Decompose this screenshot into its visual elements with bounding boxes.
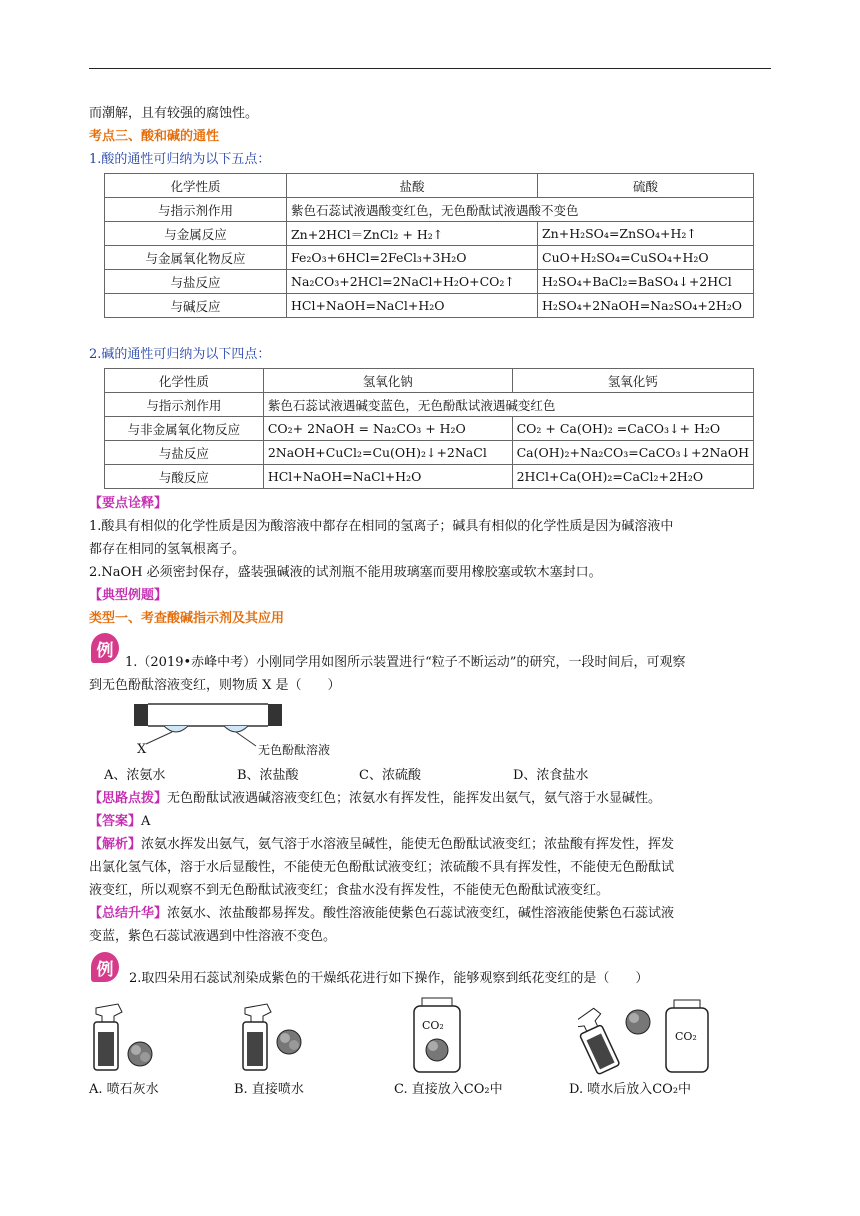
option-a: A、浓氨水 — [104, 768, 166, 783]
acid-heading: 1.酸的通性可归纳为以下五点： — [89, 152, 271, 167]
table-row — [105, 246, 754, 270]
flower-petal — [629, 1013, 639, 1023]
caoh-equation: Ca(OH)₂+Na₂CO₃=CaCO₃↓+2NaOH — [512, 441, 753, 465]
stopper-right — [268, 704, 282, 726]
figure-x-label: X — [137, 742, 147, 757]
drop-phenolphthalein — [224, 726, 248, 732]
spray-head-icon — [96, 1004, 122, 1022]
analysis-line — [89, 835, 674, 855]
figure-solution-label: 无色酚酞溶液 — [258, 743, 331, 757]
flower-icon — [426, 1039, 448, 1061]
table-row — [105, 417, 754, 441]
option-b: B. 直接喷水 — [234, 1082, 304, 1097]
table-header-row — [105, 369, 754, 393]
hint-text: 无色酚酞试液遇碱溶液变红色；浓氨水有挥发性，能挥发出氨气，氨气溶于水显碱性。 — [167, 791, 662, 806]
flower-petal — [140, 1052, 150, 1062]
type-title: 类型一、考查酸碱指示剂及其应用 — [89, 611, 285, 626]
keypoint-text: 2.NaOH 必须密封保存，盛装强碱液的试剂瓶不能用玻璃塞而要用橡胶塞或软木塞封口。 — [89, 565, 602, 580]
acid-properties-table — [104, 173, 754, 318]
header-rule — [89, 68, 771, 69]
row-label: 与指示剂作用 — [105, 393, 264, 417]
flower-petal — [289, 1040, 299, 1050]
row-label: 与碱反应 — [105, 294, 287, 318]
table-header-cell: 化学性质 — [105, 174, 287, 198]
hint-label: 【思路点拨】 — [89, 791, 168, 806]
question-text: 2.取四朵用石蕊试剂染成紫色的干燥纸花进行如下操作，能够观察到纸花变红的是（ ） — [129, 971, 649, 986]
row-label: 与盐反应 — [105, 270, 287, 294]
table-header-cell: 化学性质 — [105, 369, 264, 393]
base-properties-table — [104, 368, 754, 489]
spray-water-figure — [237, 1002, 317, 1072]
indicator-text: 紫色石蕊试液遇碱变蓝色，无色酚酞试液遇碱变红色 — [263, 393, 753, 417]
table-header-cell: 氢氧化钙 — [512, 369, 753, 393]
h2so4-equation: CuO+H₂SO₄=CuSO₄+H₂O — [538, 246, 754, 270]
base-heading: 2.碱的通性可归纳为以下四点： — [89, 347, 271, 362]
row-label: 与非金属氧化物反应 — [105, 417, 264, 441]
table-header-row — [105, 174, 754, 198]
naoh-equation: HCl+NaOH=NaCl+H₂O — [263, 465, 512, 489]
analysis-text: 液变红，所以观察不到无色酚酞试液变红；食盐水没有挥发性，不能使无色酚酞试液变红。 — [89, 883, 610, 898]
indicator-text: 紫色石蕊试液遇酸变红色，无色酚酞试液遇酸不变色 — [287, 198, 754, 222]
tilted-spray-bottle — [578, 1007, 623, 1075]
jar-label: CO₂ — [675, 1030, 697, 1043]
table-row — [105, 294, 754, 318]
table-row — [105, 222, 754, 246]
intro-line: 而潮解，且有较强的腐蚀性。 — [89, 106, 259, 121]
table-row — [105, 441, 754, 465]
summary-label: 【总结升华】 — [89, 906, 168, 921]
caoh-equation: 2HCl+Ca(OH)₂=CaCl₂+2H₂O — [512, 465, 753, 489]
option-c: C、浓硫酸 — [359, 768, 421, 783]
jar-label: CO₂ — [422, 1019, 444, 1032]
h2so4-equation: H₂SO₄+2NaOH=Na₂SO₄+2H₂O — [538, 294, 754, 318]
analysis-text: 浓氨水挥发出氨气，氨气溶于水溶液呈碱性，能使无色酚酞试液变红；浓盐酸有挥发性，挥发 — [141, 837, 675, 852]
table-row — [105, 198, 754, 222]
keypoint-title: 【要点诠释】 — [89, 496, 168, 511]
flower-petal — [131, 1045, 141, 1055]
example-badge: 例 — [91, 633, 119, 663]
section-title: 考点三、酸和碱的通性 — [89, 129, 220, 144]
jar-lid — [674, 1000, 700, 1008]
flower-petal — [280, 1033, 290, 1043]
table-row — [105, 393, 754, 417]
spray-limewater-figure — [88, 1002, 168, 1072]
flower-petal — [428, 1041, 438, 1051]
summary-line — [89, 904, 674, 924]
examples-title: 【典型例题】 — [89, 588, 168, 603]
question-text: 1.（2019•赤峰中考）小刚同学用如图所示装置进行“粒子不断运动”的研究，一段时间后，可观察 — [125, 655, 686, 670]
drop-x — [164, 726, 188, 732]
spray-head-icon — [245, 1004, 271, 1022]
flower-icon — [626, 1010, 650, 1034]
table-row — [105, 270, 754, 294]
table-header-cell: 盐酸 — [287, 174, 538, 198]
row-label: 与酸反应 — [105, 465, 264, 489]
table-row — [105, 465, 754, 489]
co2-jar-figure — [410, 996, 466, 1076]
hcl-equation: Zn+2HCl＝ZnCl₂ + H₂↑ — [287, 222, 538, 246]
analysis-label: 【解析】 — [89, 837, 142, 852]
example-badge: 例 — [91, 952, 119, 982]
naoh-equation: CO₂+ 2NaOH = Na₂CO₃ + H₂O — [263, 417, 512, 441]
option-d: D、浓食盐水 — [513, 768, 589, 783]
summary-text: 浓氨水、浓盐酸都易挥发。酸性溶液能使紫色石蕊试液变红，碱性溶液能使紫色石蕊试液 — [167, 906, 675, 921]
option-d: D. 喷水后放入CO₂中 — [569, 1082, 692, 1097]
analysis-text: 出氯化氢气体，溶于水后显酸性，不能使无色酚酞试液变红；浓硫酸不具有挥发性，不能使无色酚酞试 — [89, 860, 675, 875]
bottle-liquid — [98, 1032, 114, 1066]
hcl-equation: HCl+NaOH=NaCl+H₂O — [287, 294, 538, 318]
row-label: 与盐反应 — [105, 441, 264, 465]
question-text: 到无色酚酞溶液变红，则物质 X 是（ ） — [89, 678, 341, 693]
hint-line — [89, 789, 661, 809]
option-c: C. 直接放入CO₂中 — [394, 1082, 503, 1097]
spray-then-co2-figure — [578, 996, 718, 1076]
bottle-liquid — [247, 1032, 263, 1066]
answer-line — [89, 812, 150, 832]
h2so4-equation: Zn+H₂SO₄=ZnSO₄+H₂↑ — [538, 222, 754, 246]
table-header-cell: 氢氧化钠 — [263, 369, 512, 393]
option-b: B、浓盐酸 — [237, 768, 299, 783]
keypoint-text: 1.酸具有相似的化学性质是因为酸溶液中都存在相同的氢离子；碱具有相似的化学性质是因为碱溶液中 — [89, 519, 674, 534]
hcl-equation: Na₂CO₃+2HCl=2NaCl+H₂O+CO₂↑ — [287, 270, 538, 294]
caoh-equation: CO₂ + Ca(OH)₂ =CaCO₃↓+ H₂O — [512, 417, 753, 441]
summary-text: 变蓝，紫色石蕊试液遇到中性溶液不变色。 — [89, 929, 337, 944]
keypoint-text: 都存在相同的氢氧根离子。 — [89, 542, 246, 557]
option-a: A. 喷石灰水 — [89, 1082, 159, 1097]
row-label: 与金属反应 — [105, 222, 287, 246]
answer-text: A — [141, 814, 151, 829]
jar-lid — [422, 998, 452, 1006]
row-label: 与金属氧化物反应 — [105, 246, 287, 270]
stopper-left — [134, 704, 148, 726]
pointer-x — [146, 732, 172, 744]
naoh-equation: 2NaOH+CuCl₂=Cu(OH)₂↓+2NaCl — [263, 441, 512, 465]
h2so4-equation: H₂SO₄+BaCl₂=BaSO₄↓+2HCl — [538, 270, 754, 294]
answer-label: 【答案】 — [89, 814, 142, 829]
hcl-equation: Fe₂O₃+6HCl=2FeCl₃+3H₂O — [287, 246, 538, 270]
row-label: 与指示剂作用 — [105, 198, 287, 222]
table-header-cell: 硫酸 — [538, 174, 754, 198]
pointer-solution — [236, 732, 256, 746]
